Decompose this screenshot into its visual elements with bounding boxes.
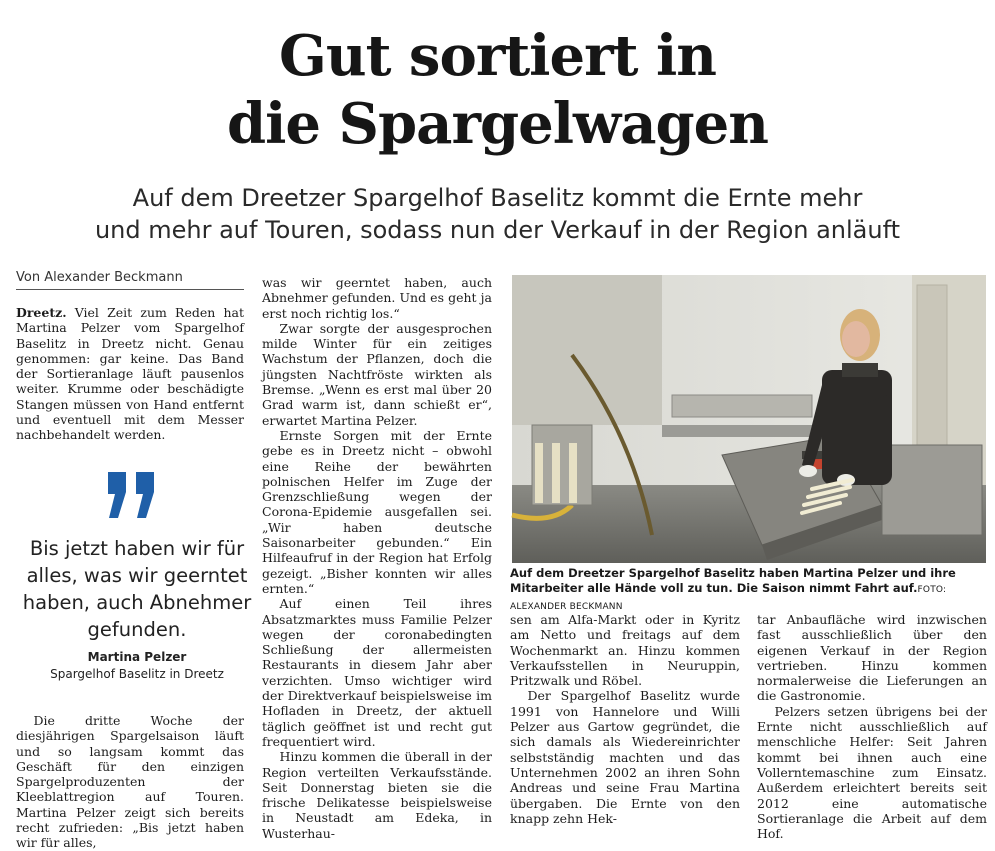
column-1-top <box>16 305 244 443</box>
photo-caption-text: Auf dem Dreetzer Spargelhof Baselitz haben Martina Pelzer und ihre Mitarbeiter alle Hände voll zu tun. Die Saison nimmt Fahrt auf. <box>510 566 956 595</box>
column-2-paragraph-1: was wir geerntet haben, auch Abnehmer gefunden. Und es geht ja erst noch richtig los.“ <box>262 275 492 321</box>
column-2 <box>262 275 492 841</box>
column-4 <box>757 612 987 841</box>
column-3-paragraph-1: sen am Alfa-Markt oder in Kyritz am Netto und freitags auf dem Wochenmarkt an. Hinzu kommen Verkaufsstellen in Neuruppin, Pritzwalk und Röbel. <box>510 612 740 689</box>
column-2-paragraph-3: Ernste Sorgen mit der Ernte gebe es in Dreetz nicht – obwohl eine Reihe der bewährten polnischen Helfer im Zuge der Grenzschließung wegen der Corona-Epidemie ausgefallen sei. „Wir haben deutsche Saisonarbeiter gebunden.“ Ein Hilfeaufruf in der Region hat Erfolg gezeigt. „Bisher konnten wir alles ernten.“ <box>262 427 492 596</box>
column-2-paragraph-4: Auf einen Teil ihres Absatzmarktes muss Familie Pelzer wegen der coronabedingten Schließung der allermeisten Restaurants in diesem Jahr aber verzichten. Umso wichtiger wird der Direktverkauf beispielsweise im Hofladen in Dreetz, der aktuell täglich geöffnet ist und recht gut frequentiert wird. <box>262 596 492 749</box>
pullquote-role: Spargelhof Baselitz in Dreetz <box>50 667 224 681</box>
byline: Von Alexander Beckmann <box>16 270 244 290</box>
column-1-bottom <box>16 713 244 851</box>
headline-line-1: Gut sortiert in <box>279 23 716 89</box>
subhead-line-2: und mehr auf Touren, sodass nun der Verkauf in der Region anläuft <box>94 216 901 244</box>
article-photo <box>512 275 986 563</box>
column-1-paragraph-1 <box>16 305 244 443</box>
column-2-paragraph-5: Hinzu kommen die überall in der Region verteilten Verkaufsstände. Seit Donnerstag bieten sie die frische Delikatesse beispielsweise in Neustadt am Edeka, in Wusterhau- <box>262 749 492 841</box>
subhead-line-1: Auf dem Dreetzer Spargelhof Baselitz kommt die Ernte mehr <box>132 184 863 212</box>
photo-caption <box>510 566 988 615</box>
quote-mark-icon <box>102 468 162 528</box>
headline-line-2: die Spargelwagen <box>227 91 768 157</box>
pullquote-text: Bis jetzt haben wir für alles, was wir geerntet haben, auch Abnehmer gefunden. <box>22 537 252 641</box>
article-headline <box>0 22 995 158</box>
column-3 <box>510 612 740 826</box>
photo-sorting-machine <box>512 275 986 563</box>
column-2-paragraph-2: Zwar sorgte der ausgesprochen milde Winter für ein zeitiges Wachstum der Pflanzen, doch die jüngsten Nachtfröste wirkten als Bremse. „Wenn es erst mal über 20 Grad warm ist, dann schießt er“, erwartet Martina Pelzer. <box>262 320 492 428</box>
column-1-paragraph-2: Die dritte Woche der diesjährigen Spargelsaison läuft und so langsam kommt das Geschäft für den einzigen Spargelproduzenten der Kleeblattregion auf Touren. Martina Pelzer zeigt sich bereits recht zufrieden: „Bis jetzt haben wir für alles, <box>16 713 244 851</box>
column-3-paragraph-2: Der Spargelhof Baselitz wurde 1991 von Hannelore und Willi Pelzer aus Gartow gegründet, die sich damals als Wiedereinrichter selbstständig machten und das Unternehmen 2002 an ihren Sohn Andreas und seine Frau Martina übergaben. Die Ernte von den knapp zehn Hek- <box>510 688 740 826</box>
pullquote-author: Martina Pelzer <box>87 650 187 664</box>
column-4-paragraph-1: tar Anbaufläche wird inzwischen fast ausschließlich über den eigenen Verkauf in der Region vertrieben. Hinzu kommen normalerweise die Lieferungen an die Gastronomie. <box>757 612 987 704</box>
photo-credit: FOTO: ALEXANDER BECKMANN <box>510 585 947 612</box>
column-4-paragraph-2: Pelzers setzen übrigens bei der Ernte nicht ausschließlich auf menschliche Helfer: Seit Jahren kommt bei ihnen auch eine Vollerntemaschine zum Einsatz. Außerdem erleichtert bereits seit 2012 eine automatische Sortieranlage die Arbeit auf dem Hof. <box>757 703 987 842</box>
article-subheadline <box>40 182 955 246</box>
column-1-paragraph-1-text: Viel Zeit zum Reden hat Martina Pelzer vom Spargelhof Baselitz in Dreetz nicht. Genau genommen: gar keine. Das Band der Sortieranlage läuft pausenlos weiter. Krumme oder beschädigte Stangen müssen von Hand entfernt und eventuell mit dem Messer nachbehandelt werden. <box>16 305 244 443</box>
dateline: Dreetz. <box>16 305 67 320</box>
